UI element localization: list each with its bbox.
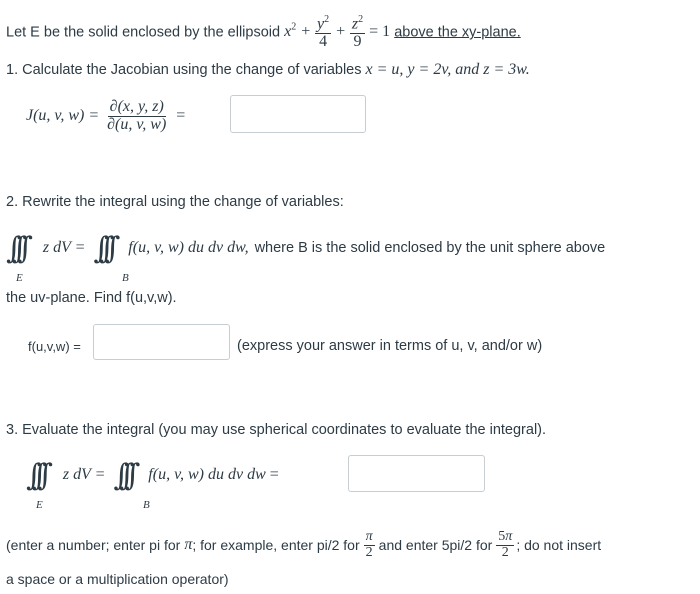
q3-region-e: E bbox=[36, 499, 43, 511]
q3-triple-integral-b: ∫∫∫ bbox=[113, 457, 131, 493]
q2-field-label: f(u,v,w) = bbox=[28, 339, 81, 354]
pi-over-2-fraction: $\frac{\pi}{2}$ bbox=[365, 528, 373, 560]
f-uvw-answer-input[interactable] bbox=[93, 324, 230, 360]
integral-answer-input[interactable] bbox=[348, 455, 485, 492]
q3-triple-integral-e: ∫∫∫ bbox=[26, 457, 43, 493]
q2-region-b: B bbox=[122, 272, 129, 284]
equals-sign: = bbox=[176, 107, 186, 124]
q3-instructions-line2: a space or a multiplication operator) bbox=[6, 571, 229, 587]
triple-integral-b: ∫∫∫ bbox=[93, 230, 111, 266]
q3-integral-line bbox=[26, 455, 279, 495]
jacobian-numerator: ∂(x, y, z) bbox=[109, 97, 164, 115]
q3-region-b: B bbox=[143, 499, 150, 511]
q2-region-e: E bbox=[16, 272, 23, 284]
q3-label: 3. Evaluate the integral (you may use spherical coordinates to evaluate the integral). bbox=[6, 422, 547, 438]
instr-part4: ; do not insert bbox=[516, 537, 602, 553]
ellipsoid-equation: $x^2$ + $\frac{y^2}{4}$ + $\frac{z^2}{9}$ = 1 bbox=[284, 13, 391, 50]
q2-label: 2. Rewrite the integral using the change of variables: bbox=[6, 194, 344, 210]
instr-part3: and enter 5pi/2 for bbox=[378, 537, 493, 553]
q3-instructions bbox=[6, 527, 601, 563]
q3-integrand-left: z dV = bbox=[62, 466, 106, 483]
jacobian-denominator: ∂(u, v, w) bbox=[107, 115, 167, 133]
jacobian-fraction bbox=[105, 99, 168, 134]
jacobian-answer-input[interactable] bbox=[230, 95, 366, 133]
five-pi-over-2-fraction: $\frac{5\pi}{2}$ bbox=[498, 528, 513, 560]
intro-text: Let E be the solid enclosed by the ellipsoid bbox=[6, 24, 281, 41]
q2-integral-line bbox=[6, 228, 605, 268]
q2-text-after: where B is the solid enclosed by the unit sphere above bbox=[254, 240, 606, 256]
q2-integrand-right: f(u, v, w) du dv dw, bbox=[128, 239, 249, 256]
q1-label: 1. Calculate the Jacobian using the change of variables bbox=[6, 62, 362, 78]
q1-variables: x = u, y = 2v, and z = 3w. bbox=[365, 61, 530, 78]
q3-integrand-right: f(u, v, w) du dv dw bbox=[148, 466, 266, 483]
instr-part1: (enter a number; enter pi for bbox=[6, 537, 181, 553]
q3-equals-sign: = bbox=[269, 466, 279, 483]
intro-text-after: above the xy-plane. bbox=[394, 24, 521, 41]
jacobian-formula bbox=[26, 96, 185, 136]
pi-symbol: π bbox=[184, 536, 193, 553]
q2-integrand-left: z dV = bbox=[42, 239, 86, 256]
q2-continuation: the uv-plane. Find f(u,v,w). bbox=[6, 290, 177, 306]
triple-integral-e: ∫∫∫ bbox=[6, 230, 23, 266]
jacobian-lhs: J(u, v, w) = bbox=[26, 107, 100, 124]
intro-line bbox=[6, 13, 521, 50]
instr-part2: ; for example, enter pi/2 for bbox=[192, 537, 360, 553]
q2-hint: (express your answer in terms of u, v, and/or w) bbox=[237, 338, 543, 354]
q1-label-line bbox=[6, 61, 530, 79]
